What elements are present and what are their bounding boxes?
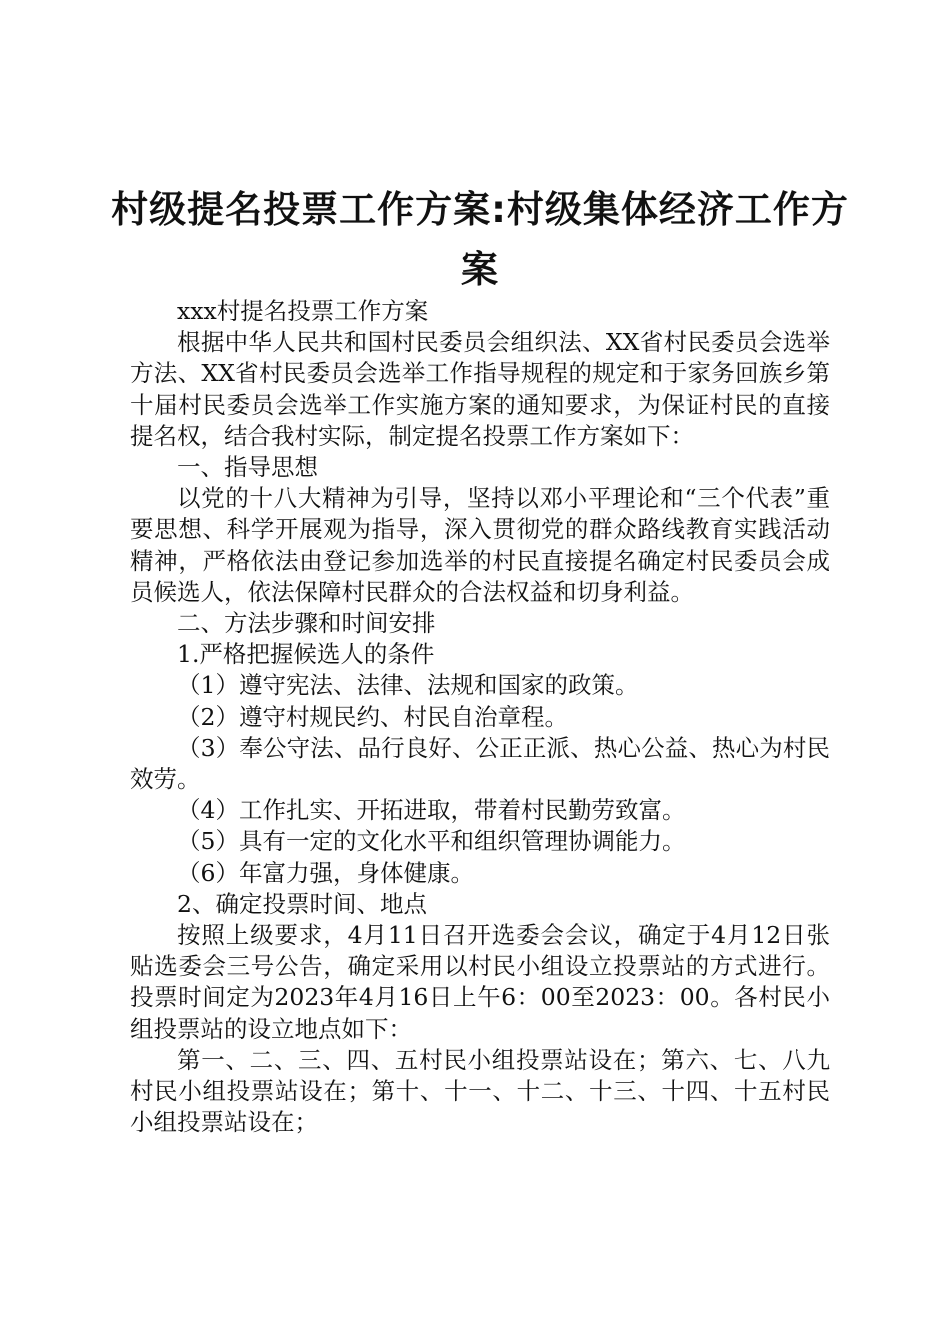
condition-item: （3）奉公守法、品行良好、公正正派、热心公益、热心为村民效劳。: [130, 733, 830, 794]
document-body: [130, 296, 830, 1138]
subsection-heading-candidate-conditions: 1.严格把握候选人的条件: [177, 640, 435, 669]
section-heading-methods-schedule: 二、方法步骤和时间安排: [177, 609, 436, 638]
doc-subtitle: xxx村提名投票工作方案: [177, 297, 429, 325]
document-title: 村级提名投票工作方案:村级集体经济工作方案: [111, 188, 849, 291]
polling-stations-paragraph: 第一、二、三、四、五村民小组投票站设在；第六、七、八九村民小组投票站设在；第十、十一、十二、十三、十四、十五村民小组投票站设在；: [130, 1045, 830, 1137]
condition-item: （6）年富力强，身体健康。: [177, 858, 474, 887]
section-heading-guiding-ideology: 一、指导思想: [177, 453, 318, 482]
guiding-ideology-paragraph: 以党的十八大精神为引导，坚持以邓小平理论和“三个代表”重要思想、科学开展观为指导，深入贯彻党的群众路线教育实践活动精神，严格依法由登记参加选举的村民直接提名确定村民委员会成员候选人，依法保障村民群众的合法权益和切身利益。: [130, 484, 830, 606]
condition-item: （5）具有一定的文化水平和组织管理协调能力。: [177, 827, 686, 856]
condition-item: （2）遵守村规民约、村民自治章程。: [177, 702, 568, 731]
intro-paragraph: 根据中华人民共和国村民委员会组织法、XX省村民委员会选举方法、XX省村民委员会选举工作指导规程的规定和于家务回族乡第十届村民委员会选举工作实施方案的通知要求，为保证村民的直接提名权，结合我村实际，制定提名投票工作方案如下：: [130, 328, 830, 450]
condition-item: （4）工作扎实、开拓进取，带着村民勤劳致富。: [177, 796, 686, 825]
condition-item: （1）遵守宪法、法律、法规和国家的政策。: [177, 671, 639, 700]
voting-time-paragraph: 按照上级要求，4月11日召开选委会会议，确定于4月12日张贴选委会三号公告，确定采用以村民小组设立投票站的方式进行。投票时间定为2023年4月16日上午6：00至2023：00。各村民小组投票站的设立地点如下：: [130, 921, 830, 1043]
subsection-heading-voting-time-place: 2、确定投票时间、地点: [177, 889, 427, 918]
